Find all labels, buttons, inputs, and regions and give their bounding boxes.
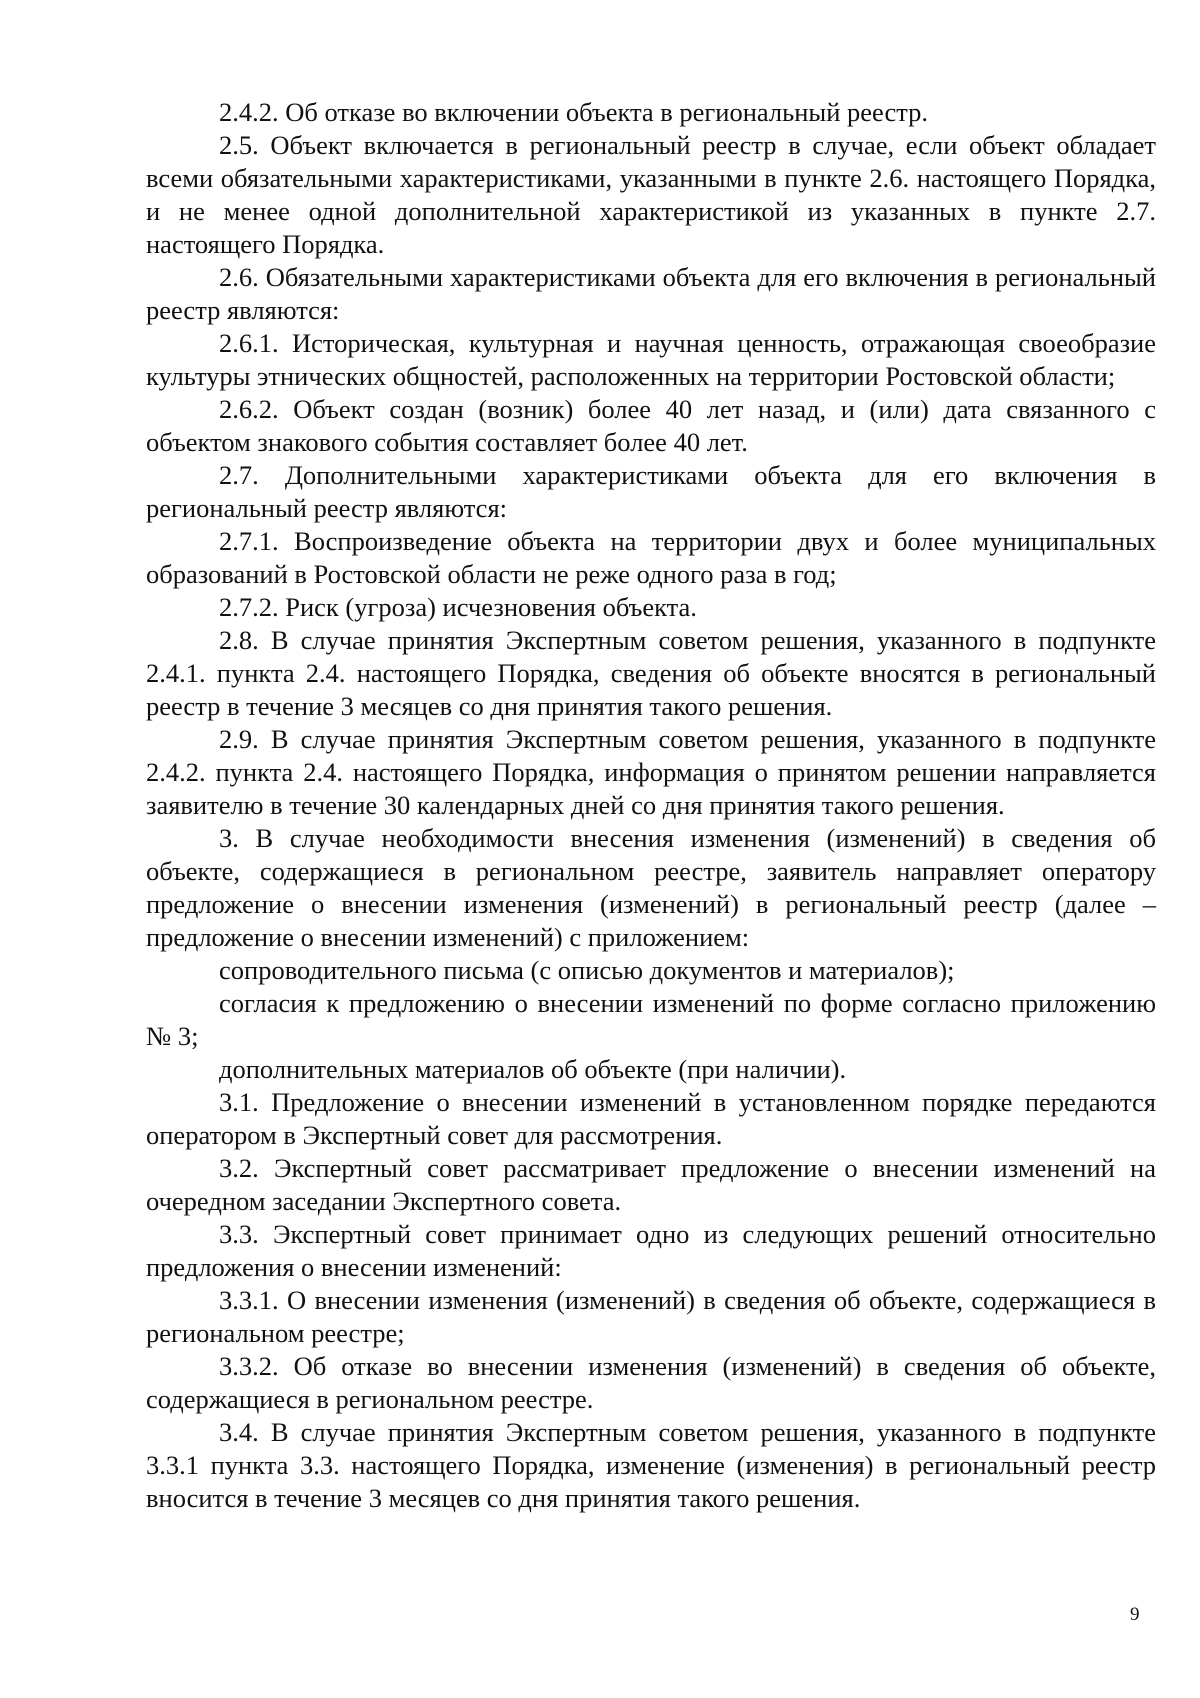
- paragraph-3-3-1: 3.3.1. О внесении изменения (изменений) в сведения об объекте, содержащиеся в региональном реестре;: [146, 1285, 1156, 1348]
- page-number: 9: [1130, 1604, 1140, 1625]
- paragraph-2-5: 2.5. Объект включается в региональный реестр в случае, если объект обладает всеми обязательными характеристиками, указанными в пункте 2.6. настоящего Порядка, и не менее одной дополнительной характеристикой из указанных в пункте 2.7. настоящего Порядка.: [146, 130, 1156, 259]
- list-item-additional-materials: дополнительных материалов об объекте (при наличии).: [219, 1054, 847, 1084]
- paragraph-2-4-2: 2.4.2. Об отказе во включении объекта в региональный реестр.: [219, 97, 928, 127]
- paragraph-3-3: 3.3. Экспертный совет принимает одно из следующих решений относительно предложения о внесении изменений:: [146, 1219, 1156, 1282]
- paragraph-2-7-2: 2.7.2. Риск (угроза) исчезновения объекта.: [219, 592, 697, 622]
- paragraph-2-6-1: 2.6.1. Историческая, культурная и научная ценность, отражающая своеобразие культуры этнических общностей, расположенных на территории Ростовской области;: [146, 328, 1156, 391]
- paragraph-3-2: 3.2. Экспертный совет рассматривает предложение о внесении изменений на очередном заседании Экспертного совета.: [146, 1153, 1156, 1216]
- paragraph-3-3-2: 3.3.2. Об отказе во внесении изменения (изменений) в сведения об объекте, содержащиеся в региональном реестре.: [146, 1351, 1156, 1414]
- list-item-consent: согласия к предложению о внесении изменений по форме согласно приложению № 3;: [146, 988, 1156, 1051]
- paragraph-3: 3. В случае необходимости внесения изменения (изменений) в сведения об объекте, содержащиеся в региональном реестре, заявитель направляет оператору предложение о внесении изменения (изменений) в региональный реестр (далее – предложение о внесении изменений) с приложением:: [146, 823, 1156, 952]
- paragraph-2-7: 2.7. Дополнительными характеристиками объекта для его включения в региональный реестр являются:: [146, 460, 1156, 523]
- paragraph-2-7-1: 2.7.1. Воспроизведение объекта на территории двух и более муниципальных образований в Ростовской области не реже одного раза в год;: [146, 526, 1156, 589]
- paragraph-2-8: 2.8. В случае принятия Экспертным советом решения, указанного в подпункте 2.4.1. пункта 2.4. настоящего Порядка, сведения об объекте вносятся в региональный реестр в течение 3 месяцев со дня принятия такого решения.: [146, 625, 1156, 721]
- paragraph-2-6: 2.6. Обязательными характеристиками объекта для его включения в региональный реестр являются:: [146, 262, 1156, 325]
- document-body: [146, 96, 1156, 1515]
- paragraph-2-6-2: 2.6.2. Объект создан (возник) более 40 лет назад, и (или) дата связанного с объектом знакового события составляет более 40 лет.: [146, 394, 1156, 457]
- paragraph-3-1: 3.1. Предложение о внесении изменений в установленном порядке передаются оператором в Экспертный совет для рассмотрения.: [146, 1087, 1156, 1150]
- paragraph-2-9: 2.9. В случае принятия Экспертным советом решения, указанного в подпункте 2.4.2. пункта 2.4. настоящего Порядка, информация о принятом решении направляется заявителю в течение 30 календарных дней со дня принятия такого решения.: [146, 724, 1156, 820]
- list-item-cover-letter: сопроводительного письма (с описью документов и материалов);: [219, 955, 955, 985]
- paragraph-3-4: 3.4. В случае принятия Экспертным советом решения, указанного в подпункте 3.3.1 пункта 3.3. настоящего Порядка, изменение (изменения) в региональный реестр вносится в течение 3 месяцев со дня принятия такого решения.: [146, 1417, 1156, 1513]
